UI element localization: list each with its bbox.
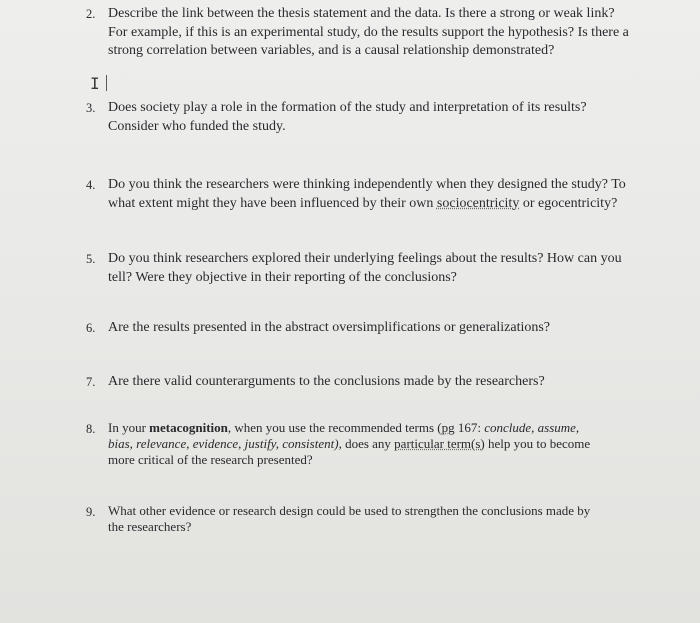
caret-icon bbox=[106, 75, 107, 91]
question-number: 3. bbox=[86, 101, 96, 115]
question-line: Does society play a role in the formation of the study and interpretation of its results? bbox=[108, 100, 587, 115]
question-3 bbox=[86, 99, 661, 136]
question-text bbox=[108, 503, 661, 535]
question-2 bbox=[86, 5, 661, 61]
question-text bbox=[108, 99, 661, 136]
question-line: What other evidence or research design could be used to strengthen the conclusions made by bbox=[108, 503, 591, 518]
question-line: more critical of the research presented? bbox=[108, 452, 313, 467]
question-number: 2. bbox=[86, 7, 96, 21]
question-number: 9. bbox=[86, 505, 96, 519]
text-cursor-icon bbox=[90, 74, 107, 93]
question-line: bias, relevance, evidence, justify, consistent), does any particular term(s) help you to become bbox=[108, 436, 591, 451]
question-4 bbox=[86, 176, 661, 213]
bold-term: metacognition bbox=[149, 420, 228, 435]
question-line: Are there valid counterarguments to the conclusions made by the researchers? bbox=[108, 374, 545, 389]
question-6 bbox=[86, 319, 661, 338]
spellcheck-word: particular term(s) bbox=[394, 436, 485, 451]
question-number: 5. bbox=[86, 252, 96, 266]
question-text bbox=[108, 5, 661, 61]
italic-terms: bias, relevance, evidence, justify, consistent) bbox=[108, 436, 339, 451]
italic-terms: conclude, assume, bbox=[484, 420, 580, 435]
question-number: 4. bbox=[86, 178, 96, 192]
cursor-glyph: I bbox=[90, 74, 106, 93]
question-line: Describe the link between the thesis statement and the data. Is there a strong or weak link? bbox=[108, 6, 615, 21]
question-8 bbox=[86, 420, 661, 468]
spellcheck-word: pg bbox=[441, 420, 455, 435]
question-line: For example, if this is an experimental study, do the results support the hypothesis? Is there a bbox=[108, 24, 629, 40]
question-number: 6. bbox=[86, 321, 96, 335]
question-line: the researchers? bbox=[108, 519, 192, 534]
question-number: 8. bbox=[86, 422, 96, 436]
question-text bbox=[108, 319, 661, 338]
question-9 bbox=[86, 503, 661, 535]
question-line: In your metacognition, when you use the recommended terms (pg 167: conclude, assume, bbox=[108, 420, 580, 435]
question-number: 7. bbox=[86, 375, 96, 389]
question-line: Do you think researchers explored their underlying feelings about the results? How can you bbox=[108, 251, 622, 266]
question-5 bbox=[86, 250, 661, 287]
question-7 bbox=[86, 373, 661, 392]
spellcheck-word: sociocentricity bbox=[436, 195, 520, 211]
question-line: tell? Were they objective in their reporting of the conclusions? bbox=[108, 269, 457, 285]
question-line: what extent might they have been influenced by their own sociocentricity or egocentricity? bbox=[108, 195, 618, 211]
question-line: Consider who funded the study. bbox=[108, 118, 286, 134]
question-line: strong correlation between variables, and is a causal relationship demonstrated? bbox=[108, 43, 555, 58]
question-text bbox=[108, 176, 661, 213]
question-text bbox=[108, 420, 661, 468]
question-text bbox=[108, 250, 661, 287]
question-line: Are the results presented in the abstract oversimplifications or generalizations? bbox=[108, 320, 551, 335]
question-text bbox=[108, 373, 661, 392]
question-line: Do you think the researchers were thinking independently when they designed the study? To bbox=[108, 177, 626, 192]
